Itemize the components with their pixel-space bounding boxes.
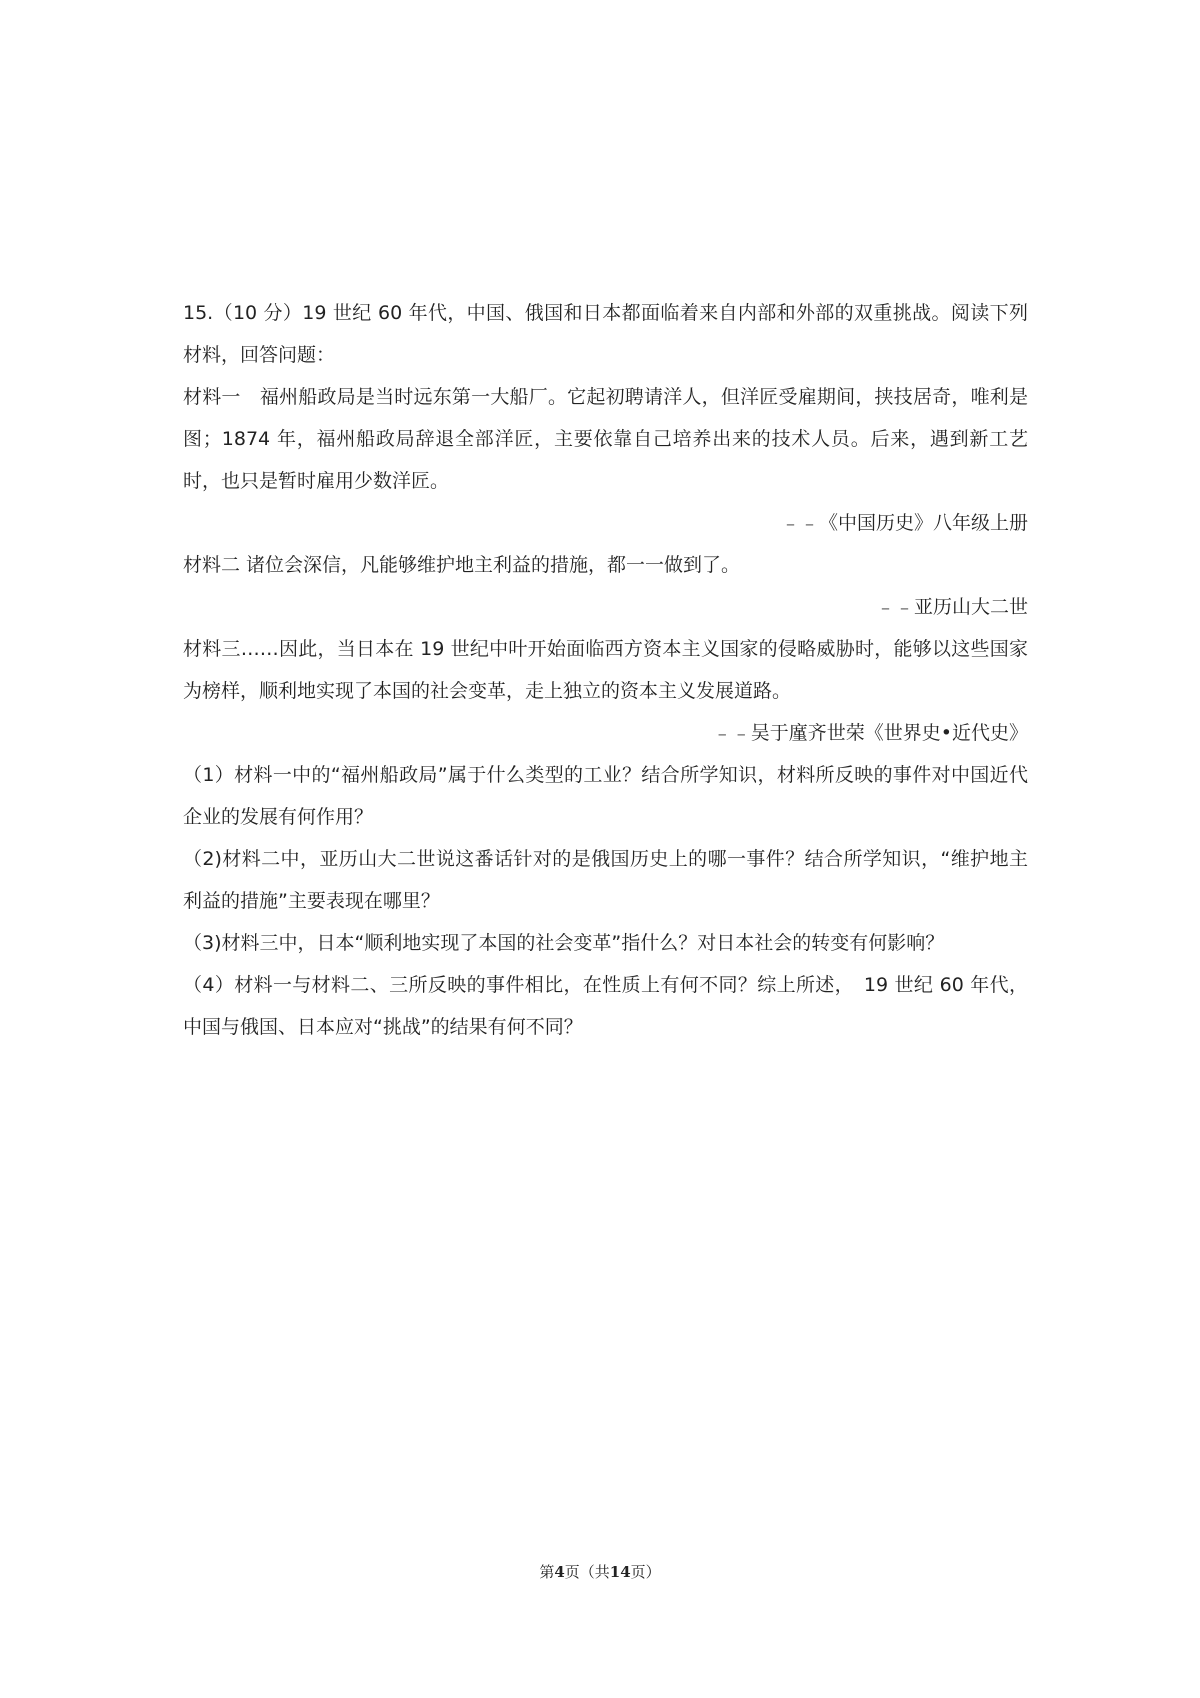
footer-total-pages: 14 bbox=[609, 1563, 631, 1581]
material-one-text: 材料一 福州船政局是当时远东第一大船厂。它起初聘请洋人，但洋匠受雇期间，挟技居奇，唯利是图；1874 年，福州船政局辞退全部洋匠，主要依靠自己培养出来的技术人员。后来，遇到新工艺时，也只是暂时雇用少数洋匠。 bbox=[183, 386, 1028, 492]
material-two-text: 材料二 诸位会深信，凡能够维护地主利益的措施，都一一做到了。 bbox=[183, 554, 741, 576]
sub-question-2: （2)材料二中，亚历山大二世说这番话针对的是俄国历史上的哪一事件？结合所学知识，“维护地主利益的措施”主要表现在哪里？ bbox=[183, 848, 1028, 912]
sub-question-3: （3)材料三中，日本“顺利地实现了本国的社会变革”指什么？对日本社会的转变有何影响？ bbox=[183, 932, 945, 954]
footer-prefix: 第 bbox=[539, 1563, 555, 1581]
page-footer bbox=[0, 1562, 1200, 1582]
sub-question-1: （1）材料一中的“福州船政局”属于什么类型的工业？结合所学知识，材料所反映的事件对中国近代企业的发展有何作用？ bbox=[183, 764, 1028, 828]
material-one-source: ﹣﹣《中国历史》八年级上册 bbox=[780, 512, 1028, 534]
footer-suffix: 页） bbox=[630, 1563, 661, 1581]
material-two-source: ﹣﹣亚历山大二世 bbox=[875, 596, 1028, 618]
material-three-text: 材料三……因此，当日本在 19 世纪中叶开始面临西方资本主义国家的侵略威胁时，能够以这些国家为榜样，顺利地实现了本国的社会变革，走上独立的资本主义发展道路。 bbox=[183, 638, 1028, 702]
material-three-source: ﹣﹣吴于廑齐世荣《世界史•近代史》 bbox=[712, 722, 1028, 744]
footer-page-number: 4 bbox=[554, 1563, 565, 1581]
footer-middle: 页（共 bbox=[564, 1563, 610, 1581]
question-block bbox=[183, 292, 1028, 1048]
sub-question-4: （4）材料一与材料二、三所反映的事件相比，在性质上有何不同？综上所述， 19 世纪 60 年代，中国与俄国、日本应对“挑战”的结果有何不同？ bbox=[183, 974, 1028, 1038]
question-stem: 15.（10 分）19 世纪 60 年代，中国、俄国和日本都面临着来自内部和外部的双重挑战。阅读下列材料，回答问题： bbox=[183, 302, 1028, 366]
